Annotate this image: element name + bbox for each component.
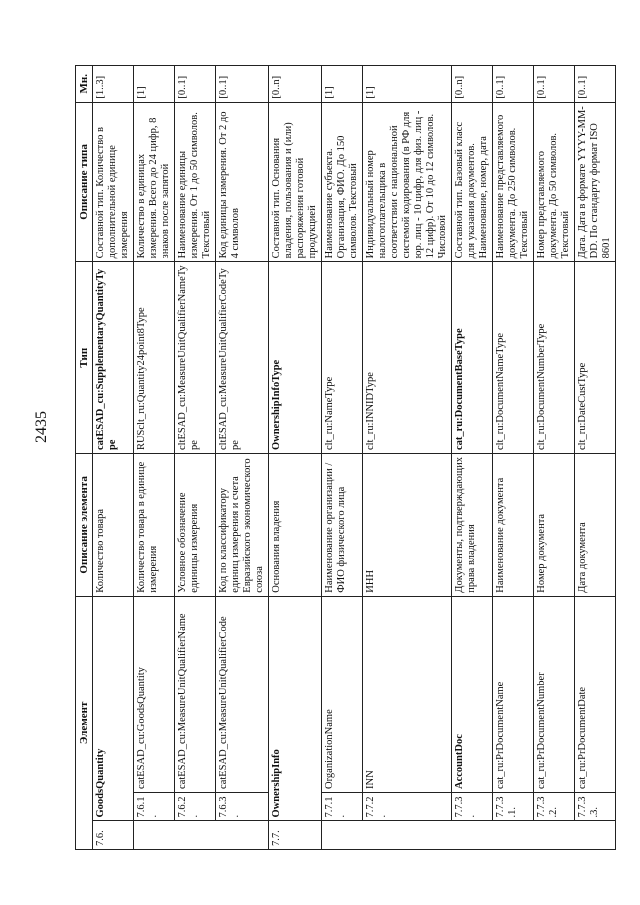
elements-table: [75, 65, 616, 850]
type-description: Количество в единицах измерения. Всего до 24 цифр, 8 знаков после запятой: [134, 102, 175, 262]
element-description: Код по классификатору единиц измерения и счета Евразийского экономического союза: [216, 454, 269, 597]
element-name: cat_ru:PrDocumentName: [493, 596, 534, 792]
type-description: Наименование субъекта. Организация, ФИО. До 150 символов. Текстовый: [322, 102, 363, 262]
row-number: 7.7.: [269, 821, 322, 850]
element-description: Условное обозначение единицы измерения: [175, 454, 216, 597]
element-description: Документы, подтверждающих права владения: [452, 454, 493, 597]
element-description: Наименование документа: [493, 454, 534, 597]
type-description: Составной тип. Основания владения, пользования и (или) распоряжения готовой продукцией: [269, 102, 322, 262]
multiplicity: [0..1]: [534, 66, 575, 103]
row-number: 7.7.2.: [363, 792, 452, 821]
multiplicity: [1]: [134, 66, 175, 103]
table-row: [363, 66, 452, 850]
row-number: 7.7.1.: [322, 792, 363, 821]
multiplicity: [0..n]: [452, 66, 493, 103]
header-description: Описание элемента: [76, 454, 93, 597]
table-row: [322, 66, 363, 850]
type-description: Дата. Дата в формате YYYY-MM-DD. По стандарту формат ISO 8601: [575, 102, 616, 262]
table-row: [534, 66, 575, 850]
header-multiplicity: Мн.: [76, 66, 93, 103]
element-name: GoodsQuantity: [93, 596, 134, 821]
row-number: 7.7.3.2.: [534, 792, 575, 821]
element-type: OwnershipInfoType: [269, 262, 322, 454]
indent-cell: [134, 821, 175, 850]
row-number: 7.6.1.: [134, 792, 175, 821]
element-name: OwnershipInfo: [269, 596, 322, 821]
row-number: 7.7.3.3.: [575, 792, 616, 821]
type-description: Наименование представляемого документа. До 250 символов. Текстовый: [493, 102, 534, 262]
multiplicity: [0..1]: [175, 66, 216, 103]
element-type: cltESAD_cu:MeasureUnitQualifierCodeType: [216, 262, 269, 454]
element-type: cat_ru:DocumentBaseType: [452, 262, 493, 454]
type-description: Наименование единицы измерения. От 1 до 50 символов. Текстовый: [175, 102, 216, 262]
element-description: Основания владения: [269, 454, 322, 597]
element-description: Количество товара в единице измерения: [134, 454, 175, 597]
element-description: Количество товара: [93, 454, 134, 597]
element-type: clt_ru:DateCustType: [575, 262, 616, 454]
multiplicity: [1..3]: [93, 66, 134, 103]
element-type: clt_ru:INNIDType: [363, 262, 452, 454]
table-row: [134, 66, 175, 850]
header-type-description: Описание типа: [76, 102, 93, 262]
element-description: Дата документа: [575, 454, 616, 597]
type-description: Составной тип. Количество в дополнительной единице измерения: [93, 102, 134, 262]
multiplicity: [0..1]: [493, 66, 534, 103]
row-number: 7.6.2.: [175, 792, 216, 821]
indent-cell: [363, 821, 452, 850]
indent-cell: [216, 821, 269, 850]
element-type: catESAD_cu:SupplementaryQuantityType: [93, 262, 134, 454]
table-header-row: [76, 66, 93, 850]
element-type: clt_ru:DocumentNameType: [493, 262, 534, 454]
element-name: OrganizationName: [322, 596, 363, 792]
table-row: [216, 66, 269, 850]
table-row: [575, 66, 616, 850]
indent-cell: [322, 821, 363, 850]
type-description: Составной тип. Базовый класс для указания документов. Наименование, номер, дата: [452, 102, 493, 262]
type-description: Номер представляемого документа. До 50 символов. Текстовый: [534, 102, 575, 262]
multiplicity: [0..1]: [575, 66, 616, 103]
element-name: catESAD_cu:GoodsQuantity: [134, 596, 175, 792]
row-number: 7.7.3.: [452, 792, 493, 821]
element-type: clt_ru:DocumentNumberType: [534, 262, 575, 454]
element-description: ИНН: [363, 454, 452, 597]
indent-cell: [493, 821, 534, 850]
page-number: 2435: [33, 411, 50, 443]
element-name: catESAD_cu:MeasureUnitQualifierName: [175, 596, 216, 792]
header-type: Тип: [76, 262, 93, 454]
element-name: catESAD_cu:MeasureUnitQualifierCode: [216, 596, 269, 792]
type-description: Код единицы измерения. От 2 до 4 символов: [216, 102, 269, 262]
table-row: [269, 66, 322, 850]
indent-cell: [534, 821, 575, 850]
row-number: 7.6.: [93, 821, 134, 850]
element-description: Номер документа: [534, 454, 575, 597]
element-type: cltESAD_cu:MeasureUnitQualifierNameType: [175, 262, 216, 454]
rotated-table-wrapper: [75, 65, 630, 850]
indent-cell: [452, 821, 493, 850]
multiplicity: [0..n]: [269, 66, 322, 103]
type-description: Индивидуальный номер налогоплательщика в соответствии с национальной системой кодирования (в РФ для юр. лиц - 10 цифр, для физ. лиц - 12 цифр). От 10 до 12 символов. Числовой: [363, 102, 452, 262]
table-row: [93, 66, 134, 850]
element-type: RUSclt_ru:Quantity24point8Type: [134, 262, 175, 454]
indent-cell: [175, 821, 216, 850]
multiplicity: [1]: [363, 66, 452, 103]
element-name: cat_ru:PrDocumentNumber: [534, 596, 575, 792]
element-name: INN: [363, 596, 452, 792]
element-name: cat_ru:PrDocumentDate: [575, 596, 616, 792]
row-number: 7.7.3.1.: [493, 792, 534, 821]
row-number: 7.6.3.: [216, 792, 269, 821]
element-type: clt_ru:NameType: [322, 262, 363, 454]
multiplicity: [1]: [322, 66, 363, 103]
indent-cell: [575, 821, 616, 850]
element-description: Наименование организации / ФИО физического лица: [322, 454, 363, 597]
table-row: [452, 66, 493, 850]
element-name: AccountDoc: [452, 596, 493, 792]
header-element: Элемент: [76, 596, 93, 849]
table-row: [493, 66, 534, 850]
table-row: [175, 66, 216, 850]
multiplicity: [0..1]: [216, 66, 269, 103]
